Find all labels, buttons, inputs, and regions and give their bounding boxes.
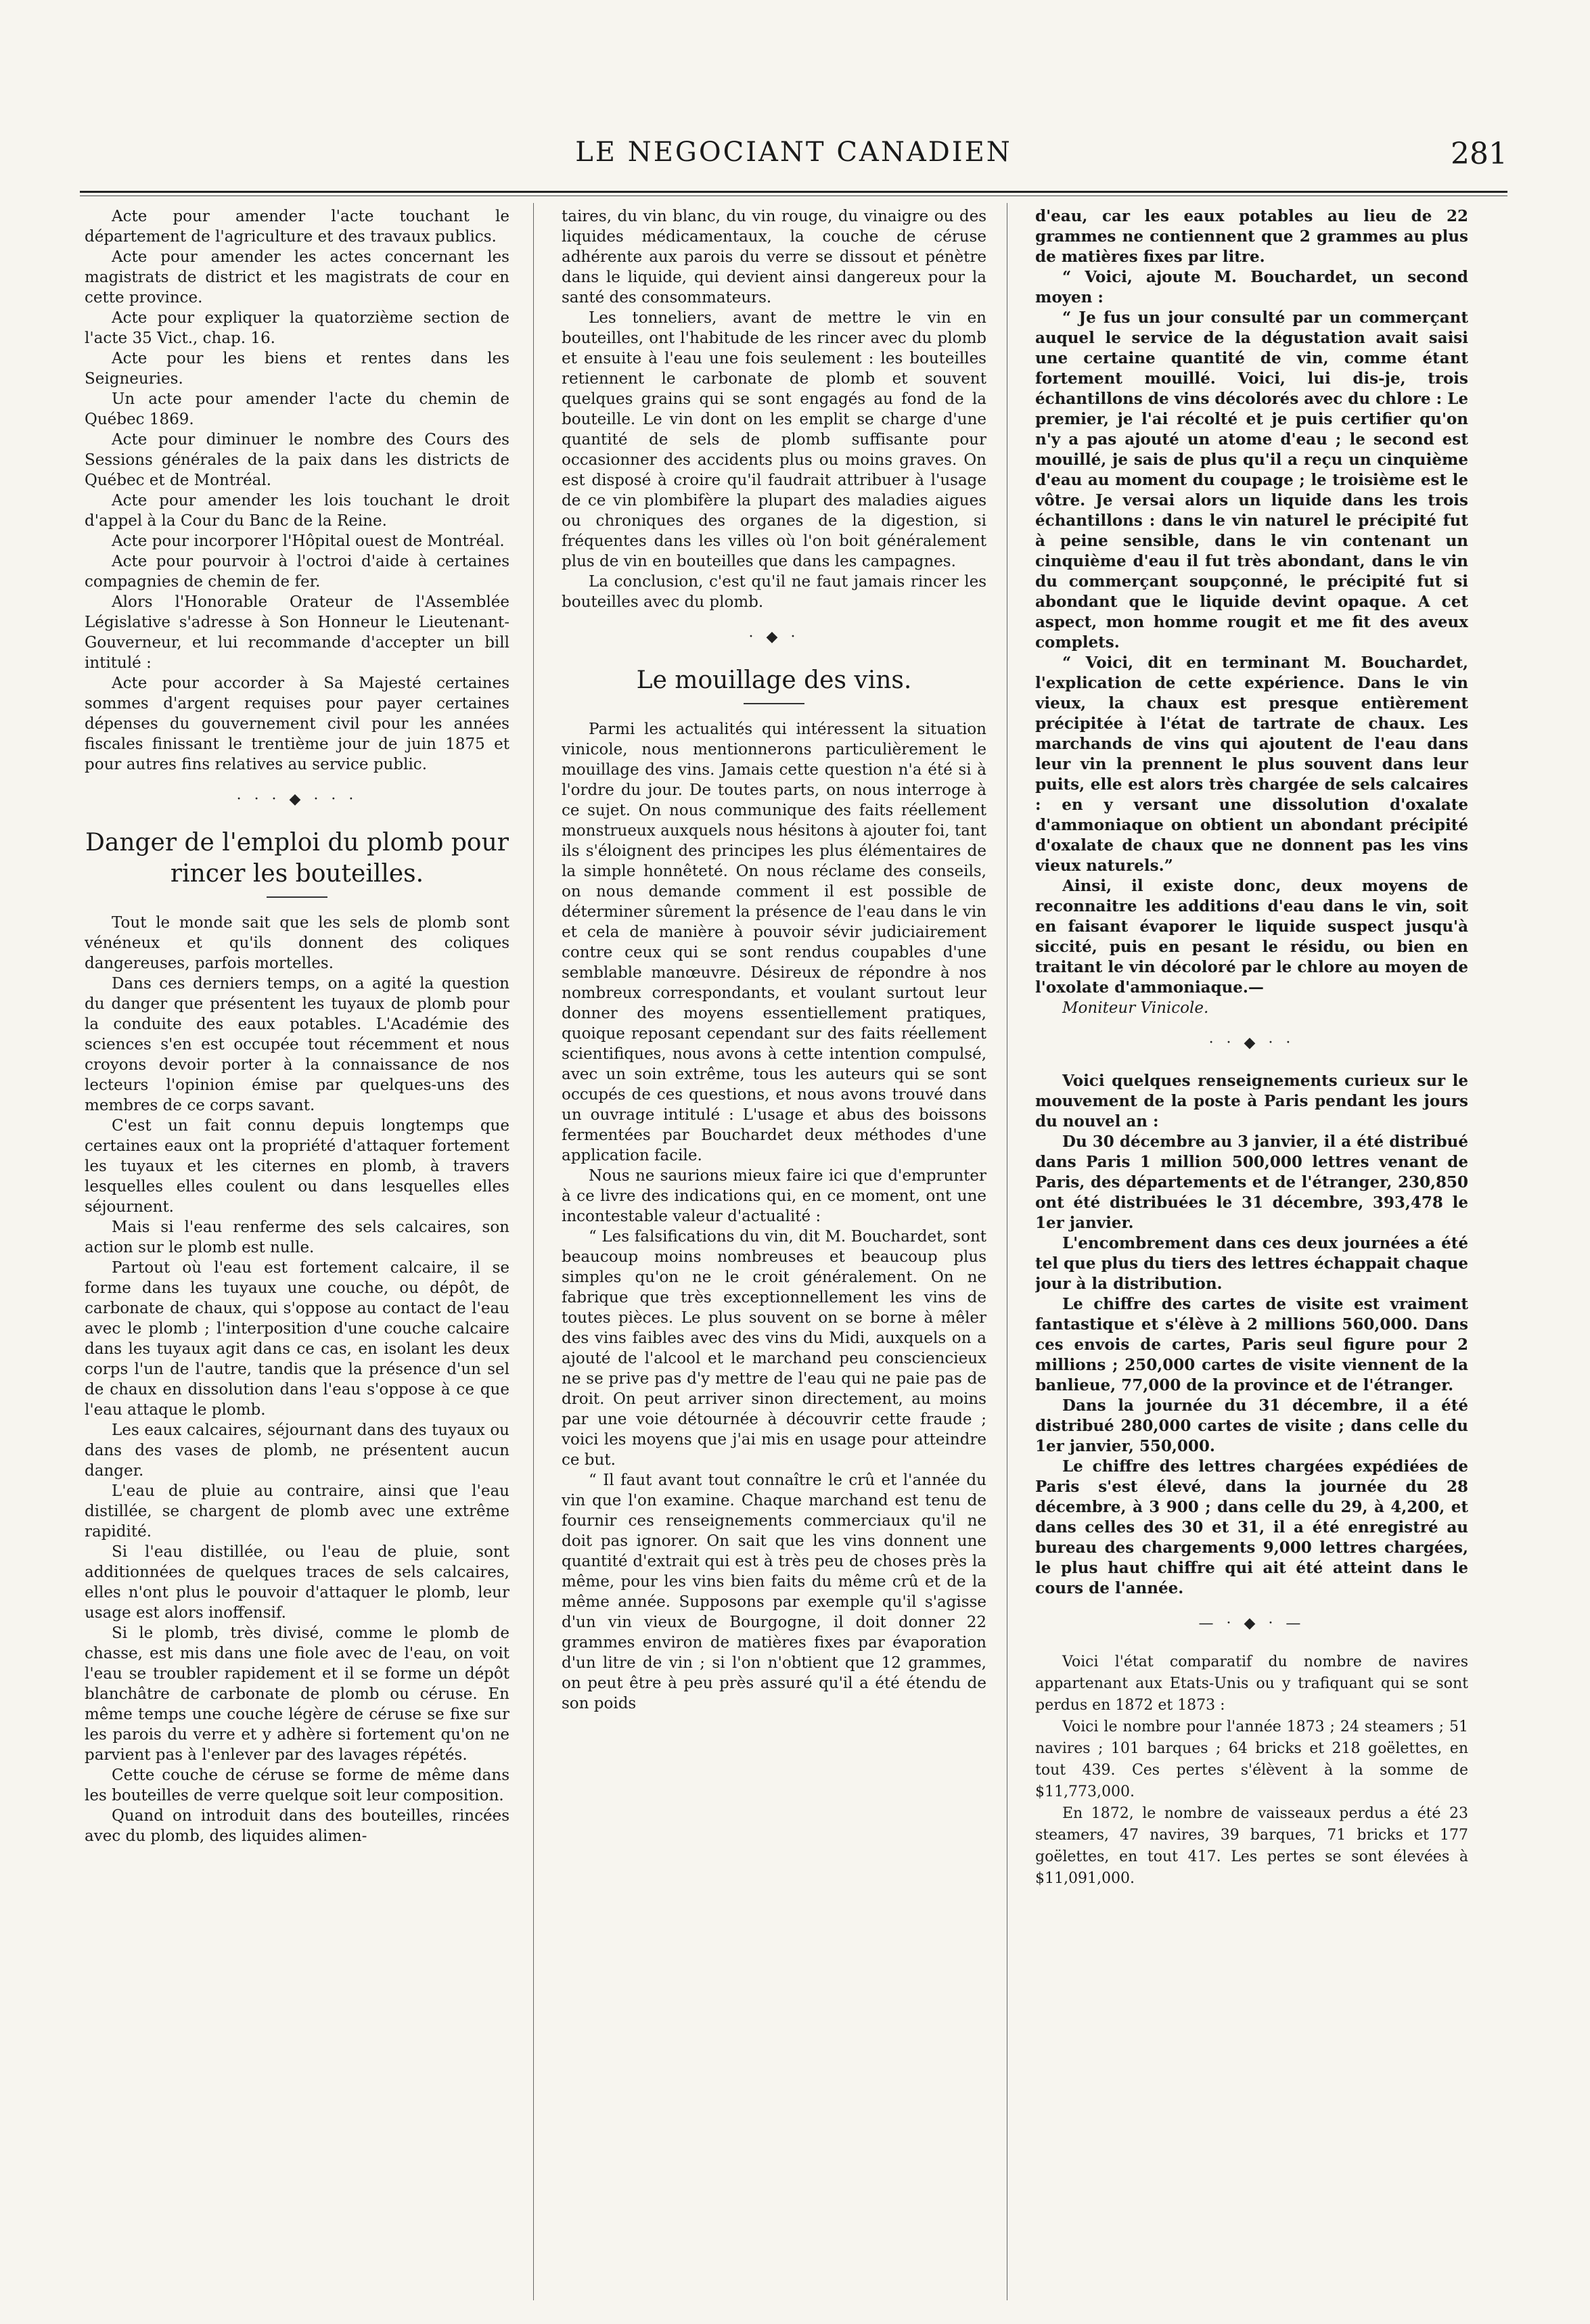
article-paragraph: Tout le monde sait que les sels de plomb sont vénéneux et qu'ils donnent des coliques dangereuses, parfois mortelles.: [85, 914, 509, 972]
article-paragraph: Voici quelques renseignements curieux sur le mouvement de la poste à Paris pendant les jours du nouvel an :: [1035, 1072, 1468, 1131]
act-item: Acte pour les biens et rentes dans les Seigneuries.: [85, 350, 509, 388]
column-3: [1035, 206, 1468, 2290]
article-headline: Le mouillage des vins.: [636, 666, 912, 694]
article-paragraph: Dans la journée du 31 décembre, il a été distribué 280,000 cartes de visite ; dans celle du 1er janvier, 550,000.: [1035, 1396, 1468, 1455]
article-paragraph: Le chiffre des lettres chargées expédiées de Paris s'est élevé, dans la journée du 28 décembre, à 3 900 ; dans celle du 29, à 4,200, et dans celles des 30 et 31, il a été enregistré au bureau des chargements 9,000 lettres chargées, le plus haut chiffre qui ait été atteint dans le cours de l'année.: [1035, 1457, 1468, 1597]
article-paragraph: Du 30 décembre au 3 janvier, il a été distribué dans Paris 1 million 500,000 lettres venant de Paris, des départements et de l'étranger, 230,850 ont été distribuées le 31 décembre, 393,478 le 1er janvier.: [1035, 1133, 1468, 1232]
article-paragraph: Ainsi, il existe donc, deux moyens de reconnaitre les additions d'eau dans le vin, soit en faisant évaporer le liquide suspect jusqu'à siccité, puis en pesant le résidu, ou bien en traitant le vin décoloré par le chlore au moyen de l'oxolate d'ammoniaque.—: [1035, 877, 1468, 997]
headline-rule: [744, 703, 804, 704]
article-paragraph: Partout où l'eau est fortement calcaire, il se forme dans les tuyaux une couche, ou dépôt, de carbonate de chaux, qui s'oppose au contact de l'eau avec le plomb ; l'interposition d'une couche calcaire dans les tuyaux agit dans ce cas, en isolant les deux corps l'un de l'autre, tandis que la présence d'un sel de chaux en dissolution dans l'eau s'oppose à ce que l'eau attaque le plomb.: [85, 1259, 509, 1419]
article-paragraph: L'encombrement dans ces deux journées a été tel que plus du tiers des lettres échappait chaque jour à la distribution.: [1035, 1234, 1468, 1293]
article-headline: Danger de l'emploi du plomb pour rincer les bouteilles.: [85, 829, 509, 888]
shipwreck-article: [1035, 1651, 1468, 1890]
article-paragraph: “ Voici, ajoute M. Bouchardet, un second moyen :: [1035, 268, 1468, 306]
article-paragraph: En 1872, le nombre de vaisseaux perdus a été 23 steamers, 47 navires, 39 barques, 71 bricks et 177 goëlettes, en tout 417. Les pertes se sont élevées à $11,091,000.: [1035, 1805, 1468, 1887]
article-paragraph: Cette couche de céruse se forme de même dans les bouteilles de verre quelque soit leur composition.: [85, 1767, 509, 1804]
act-item: Acte pour expliquer la quatorzième section de l'acte 35 Vict., chap. 16.: [85, 309, 509, 347]
act-item: Un acte pour amender l'acte du chemin de Québec 1869.: [85, 390, 509, 428]
headline-rule: [267, 896, 327, 898]
wine-article-continued: [1035, 206, 1468, 998]
article-paragraph: d'eau, car les eaux potables au lieu de 22 grammes ne contiennent que 2 grammes au plus de matières fixes par litre.: [1035, 207, 1468, 266]
masthead-title: LE NEGOCIANT CANADIEN: [575, 137, 1012, 168]
article-paragraph: Voici l'état comparatif du nombre de navires appartenant aux Etats-Unis ou y trafiquant qui se sont perdus en 1872 et 1873 :: [1035, 1654, 1468, 1714]
article-paragraph: Parmi les actualités qui intéressent la situation vinicole, nous mentionnerons particulièrement le mouillage des vins. Jamais cette question n'a été si à l'ordre du jour. De toutes parts, on nous interroge à ce sujet. On nous communique des faits réellement monstrueux auxquels nous hésitons à ajouter foi, tant ils s'éloignent des principes les plus élémentaires de la simple honnêteté. On nous réclame des conseils, on nous demande comment il est possible de déterminer sûrement la présence de l'eau dans le vin et cela de manière à pouvoir sévir judiciairement contre ceux qui se sont rendus coupables d'une semblable manœuvre. Désireux de répondre à nos nombreux correspondants, et voulant surtout leur donner des moyens essentiellement pratiques, quoique reposant cependant sur des faits réellement scientifiques, nous avons à cette intention compulsé, avec un soin extrême, tous les auteurs qui se sont occupés de ces questions, et nous avons trouvé dans un ouvrage intitulé : L'usage et abus des boissons fermentées par Bouchardet deux méthodes d'une application facile.: [562, 721, 986, 1164]
section-ornament: · · · ◆ · · ·: [236, 791, 358, 808]
act-item: Acte pour accorder à Sa Majesté certaines sommes d'argent requises pour payer certaines dépenses du gouvernement civil pour les années fiscales finissant le trentième jour de juin 1875 et pour autres fins relatives au service public.: [85, 675, 509, 773]
article-paragraph: “ Je fus un jour consulté par un commerçant auquel le service de la dégustation avait saisi une certaine quantité de vin, comme étant fortement mouillé. Voici, lui dis-je, trois échantillons de vins décolorés avec du chlore : Le premier, je l'ai récolté et je puis certifier qu'on n'y a pas ajouté un atome d'eau ; le second est mouillé, je sais de plus qu'il a reçu un cinquième d'eau au moment du coupage ; le troisième est le vôtre. Je versai alors un liquide dans les trois échantillons : dans le vin naturel le précipité fut à peine sensible, dans le vin contenant un cinquième d'eau il fut très abondant, dans le vin du commerçant soupçonné, le précipité fut si abondant que le liquide devint opaque. A cet aspect, mon homme rougit et me fit des aveux complets.: [1035, 309, 1468, 652]
column-divider: [533, 203, 534, 2300]
article-paragraph: Voici le nombre pour l'année 1873 ; 24 steamers ; 51 navires ; 101 barques ; 64 bricks et 218 goëlettes, en tout 439. Ces pertes s'élèvent à la somme de $11,773,000.: [1035, 1718, 1468, 1800]
article-paragraph: L'eau de pluie au contraire, ainsi que l'eau distillée, se chargent de plomb avec une extrême rapidité.: [85, 1482, 509, 1541]
article-paragraph: La conclusion, c'est qu'il ne faut jamais rincer les bouteilles avec du plomb.: [562, 573, 986, 611]
article-paragraph: taires, du vin blanc, du vin rouge, du vinaigre ou des liquides médicamentaux, la couche de céruse adhérente aux parois du verre se dissout et pénètre dans le liquide, qui devient ainsi dangereux pour la santé des consommateurs.: [562, 208, 986, 306]
act-item: Alors l'Honorable Orateur de l'Assemblée Législative s'adresse à Son Honneur le Lieutenant-Gouverneur, et lui recommande d'accepter un bill intitulé :: [85, 593, 509, 672]
column-2: [562, 206, 986, 2290]
section-ornament: · ◆ ·: [748, 629, 800, 645]
act-item: Acte pour amender les lois touchant le droit d'appel à la Cour du Banc de la Reine.: [85, 492, 509, 530]
page-number: 281: [1451, 137, 1507, 171]
post-office-article: [1035, 1071, 1468, 1599]
column-1: [85, 206, 509, 2290]
article-paragraph: Quand on introduit dans des bouteilles, rincées avec du plomb, des liquides alimen-: [85, 1807, 509, 1845]
header-rule: [80, 191, 1507, 196]
act-item: Acte pour diminuer le nombre des Cours des Sessions générales de la paix dans les districts de Québec et de Montréal.: [85, 431, 509, 489]
article-paragraph: Mais si l'eau renferme des sels calcaires, son action sur le plomb est nulle.: [85, 1218, 509, 1256]
act-item: Acte pour amender l'acte touchant le département de l'agriculture et des travaux publics.: [85, 208, 509, 246]
article-paragraph: Nous ne saurions mieux faire ici que d'emprunter à ce livre des indications qui, en ce moment, ont une incontestable valeur d'actualité :: [562, 1167, 986, 1225]
article-paragraph: Les tonneliers, avant de mettre le vin en bouteilles, ont l'habitude de les rincer avec du plomb et ensuite à l'eau une fois seulement : les bouteilles retiennent le carbonate de plomb et souvent quelques grains qui se sont engagés au fond de la bouteille. Le vin dont on les emplit se charge d'une quantité de sels de plomb suffisante pour occasionner des accidents plus ou moins graves. On est disposé à croire qu'il faudrait attribuer à l'usage de ce vin plombifère la plupart des maladies aigues ou chroniques des organes de la digestion, si fréquentes dans les villes où l'on boit généralement plus de vin en bouteilles que dans les campagnes.: [562, 309, 986, 570]
section-ornament: · · ◆ · ·: [1208, 1034, 1295, 1051]
article-paragraph: Dans ces derniers temps, on a agité la question du danger que présentent les tuyaux de plomb pour la conduite des eaux potables. L'Académie des sciences s'en est occupée tout récemment et nous croyons devoir porter à la connaissance de nos lecteurs l'opinion émise par quelques-uns des membres de ce corps savant.: [85, 975, 509, 1114]
article-source: Moniteur Vinicole.: [1062, 999, 1209, 1017]
act-item: Acte pour amender les actes concernant les magistrats de district et les magistrats de cour en cette province.: [85, 248, 509, 306]
article-paragraph: Le chiffre des cartes de visite est vraiment fantastique et s'élève à 2 millions 560,000. Dans ces envois de cartes, Paris seul figure pour 2 millions ; 250,000 cartes de visite viennent de la banlieue, 77,000 de la province et de l'étranger.: [1035, 1295, 1468, 1394]
act-item: Acte pour incorporer l'Hôpital ouest de Montréal.: [112, 532, 505, 550]
article-paragraph: “ Il faut avant tout connaître le crû et l'année du vin que l'on examine. Chaque marchand est tenu de fournir ces renseignements commerciaux qu'il ne doit pas ignorer. On sait que les vins donnent une quantité d'extrait qui est à très peu de choses près la même, pour les vins bien faits du même crû et de la même année. Supposons par exemple qu'il s'agisse d'un vin vieux de Bourgogne, il doit donner 22 grammes environ de matières fixes par évaporation d'un litre de vin ; si l'on n'obtient que 12 grammes, on peut être à peu près assuré qu'il a été étendu de son poids: [562, 1472, 986, 1712]
article-paragraph: “ Voici, dit en terminant M. Bouchardet, l'explication de cette expérience. Dans le vin vieux, la chaux est presque entièrement précipitée à l'état de tartrate de chaux. Les marchands de vins qui ajoutent de l'eau dans leur vin la prennent le plus souvent dans leur puits, elle est alors très chargée de sels calcaires : en y versant une dissolution d'oxalate d'ammoniaque on obtient un abondant précipité d'oxalate de chaux que ne donnent pas les vins vieux naturels.”: [1035, 654, 1468, 875]
article-paragraph: Les eaux calcaires, séjournant dans des tuyaux ou dans des vases de plomb, ne présentent aucun danger.: [85, 1421, 509, 1480]
article-paragraph: Si le plomb, très divisé, comme le plomb de chasse, est mis dans une fiole avec de l'eau, on voit l'eau se troubler rapidement et il se forme un dépôt blanchâtre de carbonate de plomb ou céruse. En même temps une couche légère de céruse se fixe sur les parois du verre et y adhère si fortement qu'on ne parvient pas à l'enlever par des lavages répétés.: [85, 1624, 509, 1764]
article-paragraph: Si l'eau distillée, ou l'eau de pluie, sont additionnées de quelques traces de sels calcaires, elles n'ont plus le pouvoir d'attaquer le plomb, leur usage est alors inoffensif.: [85, 1543, 509, 1622]
article-paragraph: “ Les falsifications du vin, dit M. Bouchardet, sont beaucoup moins nombreuses et beaucoup plus simples qu'on ne le croit généralement. On ne fabrique que très exceptionnellement les vins de toutes pièces. Le plus souvent on se borne à mêler des vins faibles avec des vins du Midi, auxquels on a ajouté de l'alcool et le marchand peu consciencieux ne se prive pas d'y mettre de l'eau qui ne paie pas de droit. On peut arriver sinon directement, au moins par une voie détournée à découvrir cette fraude ; voici les moyens que j'ai mis en usage pour atteindre ce but.: [562, 1228, 986, 1469]
article-paragraph: C'est un fait connu depuis longtemps que certaines eaux ont la propriété d'attaquer fortement les tuyaux et les citernes en plomb, à travers lesquelles elles coulent ou dans lesquelles elles séjournent.: [85, 1117, 509, 1216]
section-ornament: — · ◆ · —: [1198, 1615, 1305, 1632]
act-item: Acte pour pourvoir à l'octroi d'aide à certaines compagnies de chemin de fer.: [85, 553, 509, 591]
page-header: [80, 129, 1507, 183]
